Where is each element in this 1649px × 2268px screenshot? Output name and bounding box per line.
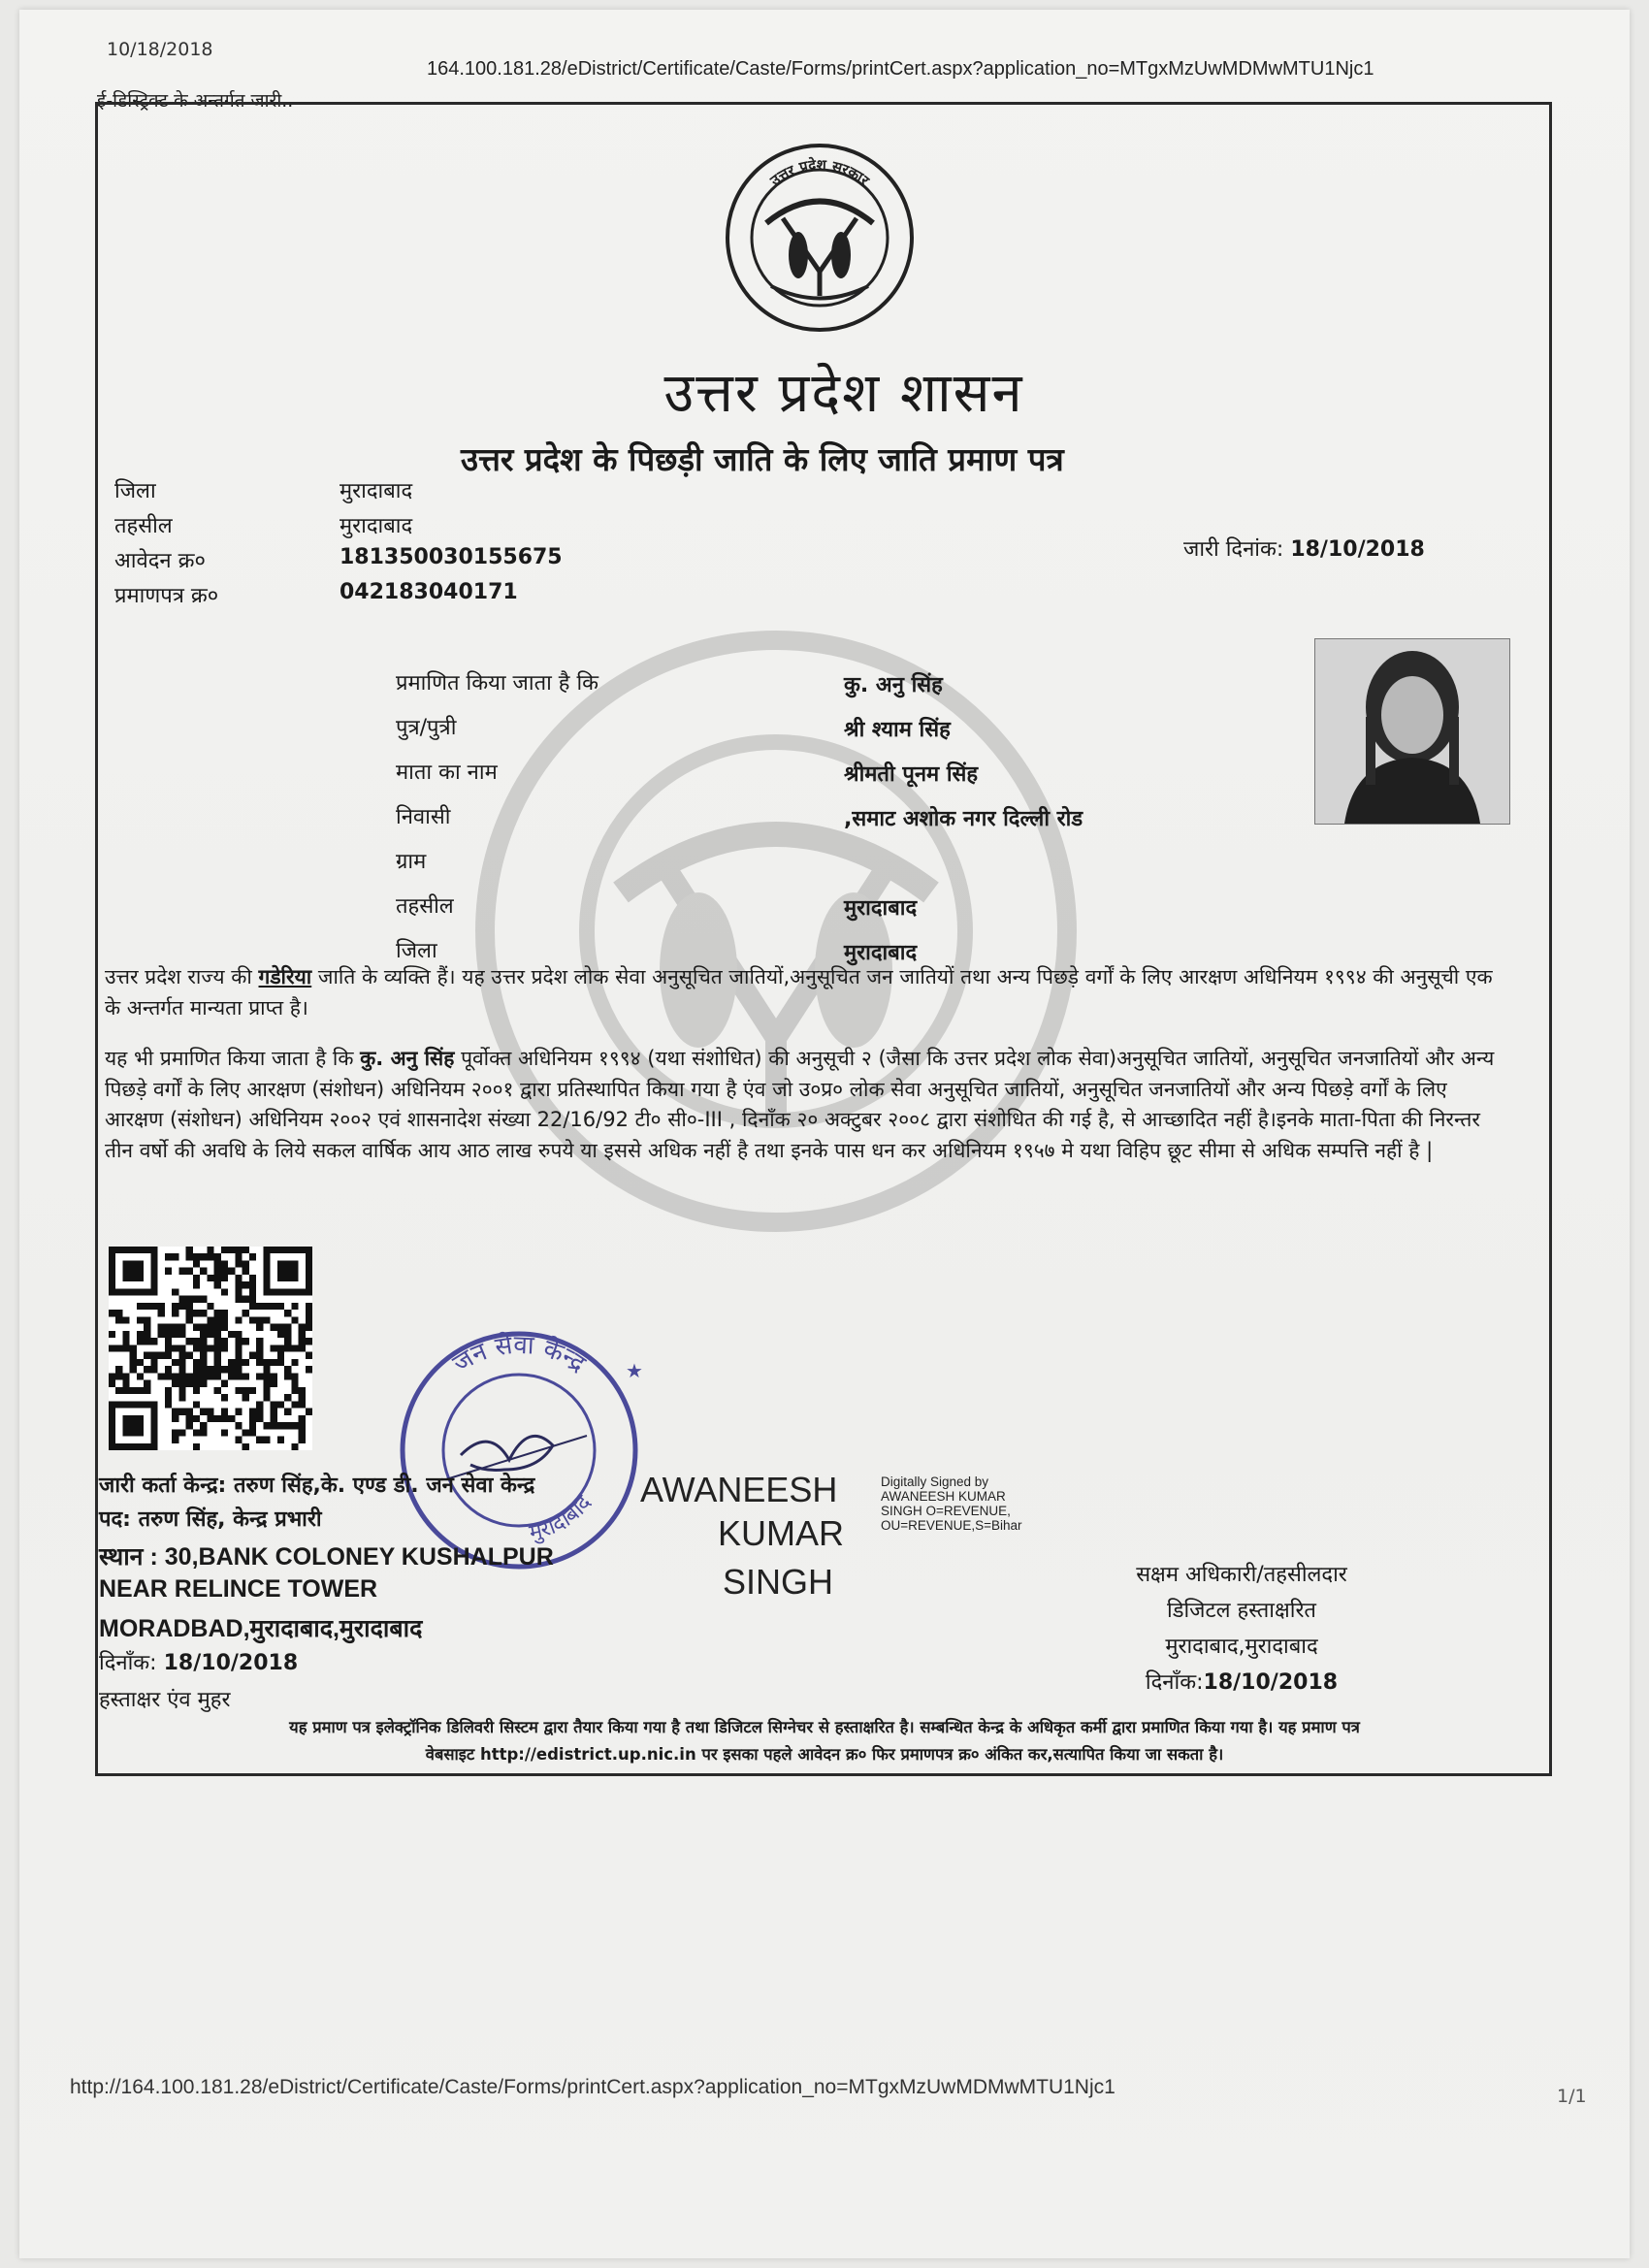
officer-place: मुरादाबाद,मुरादाबाद [1165,1635,1318,1659]
caste-statement-prefix: उत्तर प्रदेश राज्य की [105,965,252,988]
district-label: जिला [114,479,156,503]
eligibility-statement [105,1044,1511,1166]
certificate-page [19,10,1630,2258]
issuer-address-line1: स्थान : 30,BANK COLONEY KUSHALPUR [99,1543,554,1571]
digital-signature-line4: OU=REVENUE,S=Bihar [881,1518,1022,1533]
issue-date-value: 18/10/2018 [1290,537,1425,562]
parent-label: पुत्र/पुत्री [396,716,457,740]
signer-name-line2: KUMAR [718,1513,845,1553]
signer-name-line3: SINGH [723,1562,834,1602]
emblem-text: उत्तर प्रदेश सरकार [766,155,873,190]
issuing-centre: जारी कर्ता केन्द्र: तरुण सिंह,के. एण्ड डी. जन सेवा केन्द्र [99,1474,535,1498]
eligibility-body: पूर्वोक्त अधिनियम १९९४ (यथा संशोधित) की अनुसूची २ (जैसा कि उत्तर प्रदेश लोक सेवा)अनुसूचित जातियों, अनुसूचित जनजातियों और अन्य पिछड़े वर्गों के लिए आरक्षण (संशोधन) अधिनियम २००१ द्वारा प्रतिस्थापित किया गया है एंव जो उ०प्र० लोक सेवा अनुसूचित जातियों, अनुसूचित जनजातियों और अन्य पिछड़े वर्गों के लिए आरक्षण (संशोधन) अधिनियम २००२ एवं शासनादेश संख्या 22/16/92 टी० सी०-III , दिनाँक २० अक्टुबर २००८ द्वारा संशोधित की गई है, से आच्छादित नहीं है।इनके माता-पिता की निरन्तर तीन वर्षो की अवधि के लिये सकल वार्षिक आय आठ लाख रुपये या इससे अधिक नहीं है तथा इनके पास धन कर अधिनियम १९५७ मे यथा विहिप छूट सीमा से अधिक सम्पत्ति नहीं है | [105,1047,1495,1162]
officer-date [1096,1667,1387,1696]
digital-signature-details [881,1474,1022,1533]
officer-digital-sign: डिजिटल हस्ताक्षरित [1167,1599,1316,1623]
tehsil-value: मुरादाबाद [340,514,413,538]
detail-tehsil-value: मुरादाबाद [844,896,918,921]
verification-note-line2: वेबसाइट http://edistrict.up.nic.in पर इसका पहले आवेदन क्र० फिर प्रमाणपत्र क्र० अंकित कर,सत्यापित किया जा सकता है। [425,1745,1224,1764]
caste-statement [105,962,1511,1023]
svg-text:उत्तर प्रदेश सरकार [766,156,873,190]
digital-signature-line2: AWANEESH KUMAR [881,1489,1006,1504]
issued-under-note: ई-डिस्ट्रिक्ट के अन्तर्गत जारी.. [97,90,294,112]
svg-text:जन सेवा केन्द्र [448,1330,592,1379]
digital-signature-line1: Digitally Signed by [881,1474,989,1489]
mother-name: श्रीमती पूनम सिंह [844,762,979,787]
up-emblem-icon [723,141,917,335]
jan-seva-kendra-stamp [393,1324,645,1576]
issuer-address-line3: MORADBAD,मुरादाबाद,मुरादाबाद [99,1615,423,1642]
sign-and-seal-label: हस्ताक्षर एंव मुहर [99,1688,231,1712]
caste-name: गडेरिया [258,965,312,988]
certificate-title: उत्तर प्रदेश के पिछड़ी जाति के लिए जाति प्रमाण पत्र [461,440,1064,478]
application-no-label: आवेदन क्र० [114,549,206,573]
application-no-value: 181350030155675 [340,545,563,569]
parent-name: श्री श्याम सिंह [844,718,951,742]
detail-district-value: मुरादाबाद [844,941,918,965]
caste-statement-suffix: जाति के व्यक्ति हैं। यह उत्तर प्रदेश लोक सेवा अनुसूचित जातियों,अनुसूचित जन जातियों तथा अन्य पिछड़े वर्गों के लिए आरक्षण अधिनियम १९९४ की अनुसूची एक के अन्तर्गत मान्यता प्राप्त है। [105,965,1493,1020]
officer-date-value: 18/10/2018 [1203,1670,1339,1695]
signer-name-line1: AWANEESH [640,1470,838,1509]
page-number: 1/1 [1557,2086,1587,2107]
stamp-text-top: जन सेवा केन्द्र [447,1330,591,1379]
tehsil-label: तहसील [114,514,173,538]
issuer-date-label: दिनाँक: [99,1651,157,1675]
officer-date-label: दिनाँक: [1145,1670,1204,1695]
print-date: 10/18/2018 [107,39,213,60]
resident-label: निवासी [396,805,451,829]
print-url-footer: http://164.100.181.28/eDistrict/Certificate/Caste/Forms/printCert.aspx?application_no=MTgxMzUwMDMwMTU1Njc1 [70,2076,1116,2098]
applicant-name: कु. अनु सिंह [844,673,943,697]
certificate-no-label: प्रमाणपत्र क्र० [114,584,219,608]
certified-label: प्रमाणित किया जाता है कि [396,671,599,696]
government-title: उत्तर प्रदेश शासन [663,362,1024,425]
issuer-address-line2: NEAR RELINCE TOWER [99,1575,378,1603]
print-url-header: 164.100.181.28/eDistrict/Certificate/Caste/Forms/printCert.aspx?application_no=MTgxMzUwMDMwMTU1Njc1 [427,58,1374,80]
issuer-date [99,1647,298,1676]
issue-date-label: जारी दिनांक: [1183,537,1284,562]
issuer-date-value: 18/10/2018 [163,1651,299,1675]
qr-code [109,1247,312,1450]
svg-text:मुरादाबाद [528,1491,598,1545]
certificate-no-value: 042183040171 [340,580,518,604]
stamp-text-bottom: मुरादाबाद [527,1491,597,1546]
applicant-photo [1314,638,1510,825]
digital-signature-line3: SINGH O=REVENUE, [881,1504,1011,1518]
district-value: मुरादाबाद [340,479,413,503]
resident-address: ,समाट अशोक नगर दिल्ली रोड [844,807,1083,831]
detail-tehsil-label: तहसील [396,894,454,919]
svg-text:★: ★ [626,1359,643,1382]
mother-label: माता का नाम [396,761,498,785]
detail-district-label: जिला [396,939,437,963]
eligibility-prefix: यह भी प्रमाणित किया जाता है कि [105,1047,354,1070]
officer-title: सक्षम अधिकारी/तहसीलदार [1136,1563,1347,1587]
village-label: ग्राम [396,850,427,874]
issuer-post: पद: तरुण सिंह, केन्द्र प्रभारी [99,1507,322,1532]
issue-date [1183,534,1425,563]
verification-note-line1: यह प्रमाण पत्र इलेक्ट्रॉनिक डिलिवरी सिस्टम द्वारा तैयार किया गया है तथा डिजिटल सिग्नेचर से हस्ताक्षरित है। सम्बन्धित केन्द्र के अधिकृत कर्मी द्वारा प्रमाणित किया गया है। यह प्रमाण पत्र [289,1718,1360,1736]
eligibility-applicant-name: कु. अनु सिंह [360,1047,455,1070]
